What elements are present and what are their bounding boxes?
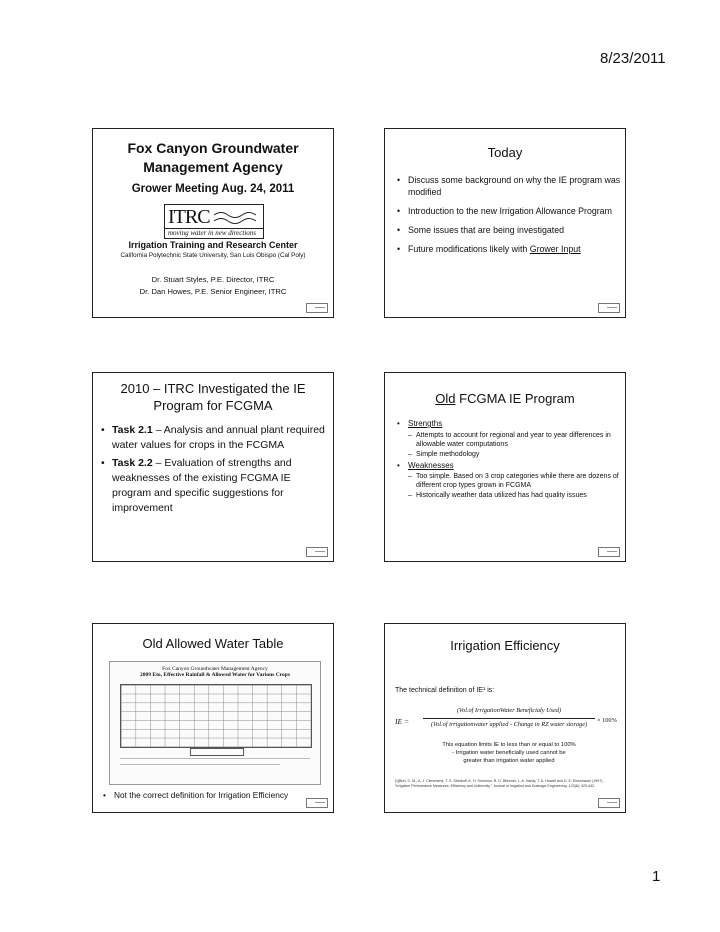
table-footnote-line bbox=[120, 758, 310, 759]
slide-old-table-title: Old Allowed Water Table bbox=[142, 636, 284, 651]
equation-denominator: (Vol.of irrigationwater applied - Change in RZ water storage) bbox=[430, 721, 588, 728]
bullet-text: Future modifications likely with bbox=[408, 244, 530, 254]
slide-2010-title bbox=[93, 380, 333, 414]
title-line-2: Program for FCGMA bbox=[153, 398, 273, 413]
list-item bbox=[101, 423, 327, 453]
list-item: – Historically weather data utilized has had quality issues bbox=[408, 491, 621, 500]
itrc-mini-logo bbox=[598, 547, 620, 557]
list-item bbox=[101, 456, 327, 516]
strengths-list bbox=[408, 431, 621, 459]
task-text: – Evaluation of strengths and weaknesses of the existing FCGMA IE program and specific suggestions for improvement bbox=[112, 457, 292, 514]
grower-input-text: Grower Input bbox=[529, 244, 581, 254]
today-bullets bbox=[397, 174, 621, 262]
itrc-logo bbox=[164, 204, 264, 239]
table-highlight-box bbox=[190, 748, 244, 756]
reference-citation: [1]Burt, C. M., A. J. Clemmens, T. S. Strelkoff, K. H. Solomon, R. D. Bliesner, L. A. Hardy, T. A. Howell and D. E. Eisenhauer (1997). "Irrigation Performance Measures: Efficiency and Uniformity." Journal of Irrigation and Drainage Engineering. 123(6): 423-442. bbox=[395, 779, 604, 788]
itrc-mini-logo bbox=[598, 798, 620, 808]
slide-today-title: Today bbox=[487, 145, 523, 160]
ie-equation-note bbox=[405, 741, 613, 765]
task-bullets bbox=[101, 423, 327, 519]
slide-ie-title: Irrigation Efficiency bbox=[450, 638, 560, 653]
task-label: Task 2.2 bbox=[112, 457, 153, 469]
table-bullets bbox=[103, 790, 331, 800]
itrc-mini-logo bbox=[306, 798, 328, 808]
page-date: 8/23/2011 bbox=[600, 50, 666, 67]
equation-numerator: (Vol.of IrrigationWater Beneficialy Used) bbox=[456, 707, 562, 714]
waves-icon bbox=[213, 210, 259, 226]
allowed-water-table-image bbox=[109, 661, 321, 785]
slide-old-program bbox=[384, 372, 626, 562]
list-item: • Discuss some background on why the IE program was modified bbox=[397, 174, 621, 198]
equation-lhs: IE = bbox=[395, 717, 410, 726]
equation-multiplier: × 100% bbox=[597, 717, 617, 724]
list-item: • Introduction to the new Irrigation Allowance Program bbox=[397, 205, 621, 217]
itrc-logo-tagline: moving water in new directions bbox=[165, 228, 263, 238]
center-affiliation: California Polytechnic State University, San Luis Obispo (Cal Poly) bbox=[120, 252, 306, 259]
table-heading-title: 2009 Eto, Effective Rainfall & Allowed Water for Various Crops bbox=[140, 672, 290, 678]
program-bullets bbox=[397, 419, 621, 500]
task-label: Task 2.1 bbox=[112, 424, 153, 436]
list-item bbox=[397, 419, 621, 459]
title-rest: FCGMA IE Program bbox=[455, 391, 575, 406]
list-item: – Simple methodology bbox=[408, 450, 621, 459]
strengths-label: Strengths bbox=[408, 419, 443, 428]
note-line: greater than irrigation water applied bbox=[463, 758, 555, 764]
table-grid bbox=[120, 684, 312, 748]
slide-title bbox=[92, 128, 334, 318]
list-item: – Attempts to account for regional and year to year differences in allowable water computations bbox=[408, 431, 621, 449]
weaknesses-list bbox=[408, 472, 621, 500]
itrc-logo-text: ITRC bbox=[168, 206, 210, 228]
slide-today bbox=[384, 128, 626, 318]
note-line: This equation limits IE to less than or equal to 100% bbox=[442, 742, 576, 748]
slide-title-heading bbox=[93, 139, 333, 177]
slide-old-program-title bbox=[385, 390, 625, 407]
slide-old-allowed-water-table bbox=[92, 623, 334, 813]
list-item bbox=[397, 461, 621, 501]
ie-equation bbox=[395, 705, 623, 739]
ie-definition-intro: The technical definition of IE¹ is: bbox=[395, 687, 495, 694]
title-line-2: Management Agency bbox=[143, 159, 283, 175]
title-line-1: 2010 – ITRC Investigated the IE bbox=[120, 381, 306, 396]
center-name: Irrigation Training and Research Center bbox=[128, 240, 298, 250]
title-old: Old bbox=[435, 391, 456, 406]
title-line-1: Fox Canyon Groundwater bbox=[127, 140, 299, 156]
list-item: • Some issues that are being investigated bbox=[397, 224, 621, 236]
itrc-mini-logo bbox=[306, 303, 328, 313]
table-footnote-line bbox=[120, 764, 280, 765]
meeting-date: Grower Meeting Aug. 24, 2011 bbox=[131, 183, 295, 195]
weaknesses-label: Weaknesses bbox=[408, 460, 454, 470]
presenter-2: Dr. Dan Howes, P.E. Senior Engineer, ITRC bbox=[139, 287, 287, 296]
note-line: - Irrigation water beneficially used cannot be bbox=[452, 750, 566, 756]
slide-2010-investigation bbox=[92, 372, 334, 562]
task-text: – Analysis and annual plant required water values for crops in the FCGMA bbox=[112, 424, 325, 451]
fraction-bar bbox=[423, 718, 595, 719]
itrc-mini-logo bbox=[598, 303, 620, 313]
slide-irrigation-efficiency bbox=[384, 623, 626, 813]
table-heading-agency: Fox Canyon Groundwater Management Agency bbox=[162, 666, 268, 672]
list-item: – Too simple. Based on 3 crop categories while there are dozens of different crop types grown in FCGMA bbox=[408, 472, 621, 490]
presenter-1: Dr. Stuart Styles, P.E. Director, ITRC bbox=[151, 275, 275, 284]
list-item: • Not the correct definition for Irrigation Efficiency bbox=[103, 790, 331, 800]
list-item bbox=[397, 243, 621, 255]
page-number: 1 bbox=[652, 868, 661, 885]
itrc-mini-logo bbox=[306, 547, 328, 557]
